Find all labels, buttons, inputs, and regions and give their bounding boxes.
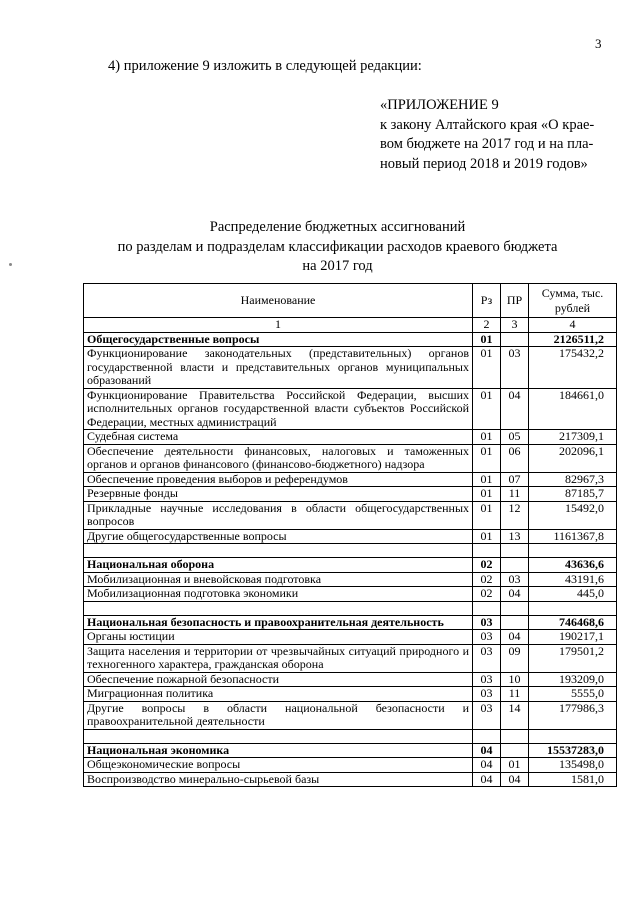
table-row: [84, 687, 617, 702]
intro-text: 4) приложение 9 изложить в следующей редакции:: [108, 58, 422, 74]
cell-sum: 184661,0: [529, 388, 617, 430]
cell-rz: 01: [473, 487, 501, 502]
table-row: [84, 388, 617, 430]
cell-rz: [473, 601, 501, 615]
document-title: [0, 218, 640, 277]
cell-pr: 04: [501, 388, 529, 430]
cell-rz: 01: [473, 444, 501, 472]
cell-pr: [501, 558, 529, 573]
cell-sum: 1161367,8: [529, 529, 617, 544]
cell-pr: 03: [501, 347, 529, 389]
table-row: [84, 630, 617, 645]
cell-name: Воспроизводство минерально-сырьевой базы: [84, 772, 473, 787]
col-number: 1: [84, 318, 473, 333]
cell-sum: 15492,0: [529, 501, 617, 529]
table-row: [84, 672, 617, 687]
cell-pr: 11: [501, 687, 529, 702]
table-row: [84, 444, 617, 472]
cell-pr: 11: [501, 487, 529, 502]
cell-name: Резервные фонды: [84, 487, 473, 502]
cell-rz: 04: [473, 743, 501, 758]
cell-pr: 10: [501, 672, 529, 687]
cell-sum: 202096,1: [529, 444, 617, 472]
cell-sum: 445,0: [529, 587, 617, 602]
cell-sum: 82967,3: [529, 472, 617, 487]
cell-rz: 01: [473, 388, 501, 430]
table-row: [84, 743, 617, 758]
cell-pr: [501, 729, 529, 743]
cell-name: Защита населения и территории от чрезвычайных ситуаций природного и техногенного характера, гражданская оборона: [84, 644, 473, 672]
cell-pr: 14: [501, 701, 529, 729]
table-spacer-row: [84, 729, 617, 743]
cell-sum: 217309,1: [529, 430, 617, 445]
col-number: 2: [473, 318, 501, 333]
cell-name: Прикладные научные исследования в области общегосударственных вопросов: [84, 501, 473, 529]
col-number: 4: [529, 318, 617, 333]
cell-sum: 2126511,2: [529, 332, 617, 347]
table-row: [84, 501, 617, 529]
margin-dot: [9, 263, 12, 266]
cell-sum: [529, 601, 617, 615]
cell-rz: [473, 729, 501, 743]
cell-name: Общеэкономические вопросы: [84, 758, 473, 773]
table-spacer-row: [84, 601, 617, 615]
cell-pr: 12: [501, 501, 529, 529]
cell-pr: 04: [501, 630, 529, 645]
header-pr: ПР: [501, 284, 529, 318]
cell-sum: 190217,1: [529, 630, 617, 645]
table-row: [84, 430, 617, 445]
table-row: [84, 644, 617, 672]
page-number: 3: [595, 36, 602, 51]
table-body: [84, 332, 617, 787]
cell-sum: 746468,6: [529, 615, 617, 630]
cell-rz: 03: [473, 630, 501, 645]
cell-name: Органы юстиции: [84, 630, 473, 645]
table-row: [84, 558, 617, 573]
appendix-line: новый период 2018 и 2019 годов»: [380, 155, 588, 172]
appendix-line: «ПРИЛОЖЕНИЕ 9: [380, 97, 499, 113]
table-row: [84, 332, 617, 347]
table-row: [84, 758, 617, 773]
cell-rz: 04: [473, 758, 501, 773]
cell-name: Обеспечение проведения выборов и референдумов: [84, 472, 473, 487]
cell-sum: 1581,0: [529, 772, 617, 787]
header-sum: Сумма, тыс. рублей: [529, 284, 617, 318]
cell-rz: 03: [473, 615, 501, 630]
table-row: [84, 487, 617, 502]
cell-rz: 01: [473, 332, 501, 347]
table-row: [84, 529, 617, 544]
cell-name: Мобилизационная подготовка экономики: [84, 587, 473, 602]
header-name: Наименование: [84, 284, 473, 318]
cell-name: Функционирование законодательных (представительных) органов государственной власти и представительных органов муниципальных образований: [84, 347, 473, 389]
cell-name: Судебная система: [84, 430, 473, 445]
table-row: [84, 347, 617, 389]
cell-rz: [473, 544, 501, 558]
cell-rz: 01: [473, 430, 501, 445]
cell-rz: 02: [473, 558, 501, 573]
cell-pr: 13: [501, 529, 529, 544]
table-row: [84, 587, 617, 602]
cell-sum: 87185,7: [529, 487, 617, 502]
cell-sum: 193209,0: [529, 672, 617, 687]
cell-pr: 05: [501, 430, 529, 445]
title-line: на 2017 год: [302, 258, 373, 274]
cell-pr: 04: [501, 772, 529, 787]
cell-name: [84, 544, 473, 558]
cell-name: Другие общегосударственные вопросы: [84, 529, 473, 544]
appendix-header: [380, 96, 594, 174]
cell-name: Национальная экономика: [84, 743, 473, 758]
cell-name: Миграционная политика: [84, 687, 473, 702]
cell-pr: [501, 743, 529, 758]
header-rz: Рз: [473, 284, 501, 318]
cell-pr: 09: [501, 644, 529, 672]
cell-rz: 03: [473, 701, 501, 729]
cell-pr: [501, 615, 529, 630]
cell-pr: 04: [501, 587, 529, 602]
cell-sum: 5555,0: [529, 687, 617, 702]
cell-sum: [529, 544, 617, 558]
cell-sum: 177986,3: [529, 701, 617, 729]
cell-pr: 07: [501, 472, 529, 487]
cell-name: Национальная безопасность и правоохранительная деятельность: [84, 615, 473, 630]
cell-sum: 135498,0: [529, 758, 617, 773]
table-row: [84, 615, 617, 630]
cell-name: Обеспечение пожарной безопасности: [84, 672, 473, 687]
cell-rz: 03: [473, 672, 501, 687]
table-row: [84, 472, 617, 487]
cell-name: Национальная оборона: [84, 558, 473, 573]
title-line: по разделам и подразделам классификации расходов краевого бюджета: [117, 238, 558, 255]
cell-name: Мобилизационная и вневойсковая подготовка: [84, 572, 473, 587]
cell-sum: [529, 729, 617, 743]
cell-sum: 43191,6: [529, 572, 617, 587]
cell-pr: [501, 332, 529, 347]
cell-pr: [501, 601, 529, 615]
cell-pr: 03: [501, 572, 529, 587]
cell-pr: [501, 544, 529, 558]
table-row: [84, 772, 617, 787]
cell-name: Общегосударственные вопросы: [84, 332, 473, 347]
cell-rz: 01: [473, 472, 501, 487]
appendix-line: вом бюджете на 2017 год и на пла-: [380, 136, 594, 152]
cell-name: Обеспечение деятельности финансовых, налоговых и таможенных органов и органов финансового (финансово-бюджетного) надзора: [84, 444, 473, 472]
title-line: Распределение бюджетных ассигнований: [209, 219, 466, 235]
col-number: 3: [501, 318, 529, 333]
cell-sum: 179501,2: [529, 644, 617, 672]
cell-sum: 15537283,0: [529, 743, 617, 758]
cell-name: Другие вопросы в области национальной безопасности и правоохранительной деятельности: [84, 701, 473, 729]
cell-name: Функционирование Правительства Российской Федерации, высших исполнительных органов государственной власти субъектов Российской Федерации, местных администраций: [84, 388, 473, 430]
cell-rz: 01: [473, 501, 501, 529]
cell-name: [84, 601, 473, 615]
cell-rz: 01: [473, 347, 501, 389]
cell-sum: 175432,2: [529, 347, 617, 389]
cell-rz: 03: [473, 687, 501, 702]
cell-pr: 01: [501, 758, 529, 773]
cell-pr: 06: [501, 444, 529, 472]
table-row: [84, 701, 617, 729]
table-spacer-row: [84, 544, 617, 558]
cell-sum: 43636,6: [529, 558, 617, 573]
cell-rz: 01: [473, 529, 501, 544]
cell-rz: 02: [473, 572, 501, 587]
budget-table: [83, 283, 617, 787]
cell-rz: 02: [473, 587, 501, 602]
table-row: [84, 572, 617, 587]
appendix-line: к закону Алтайского края «О крае-: [380, 116, 595, 133]
cell-rz: 04: [473, 772, 501, 787]
cell-rz: 03: [473, 644, 501, 672]
cell-name: [84, 729, 473, 743]
